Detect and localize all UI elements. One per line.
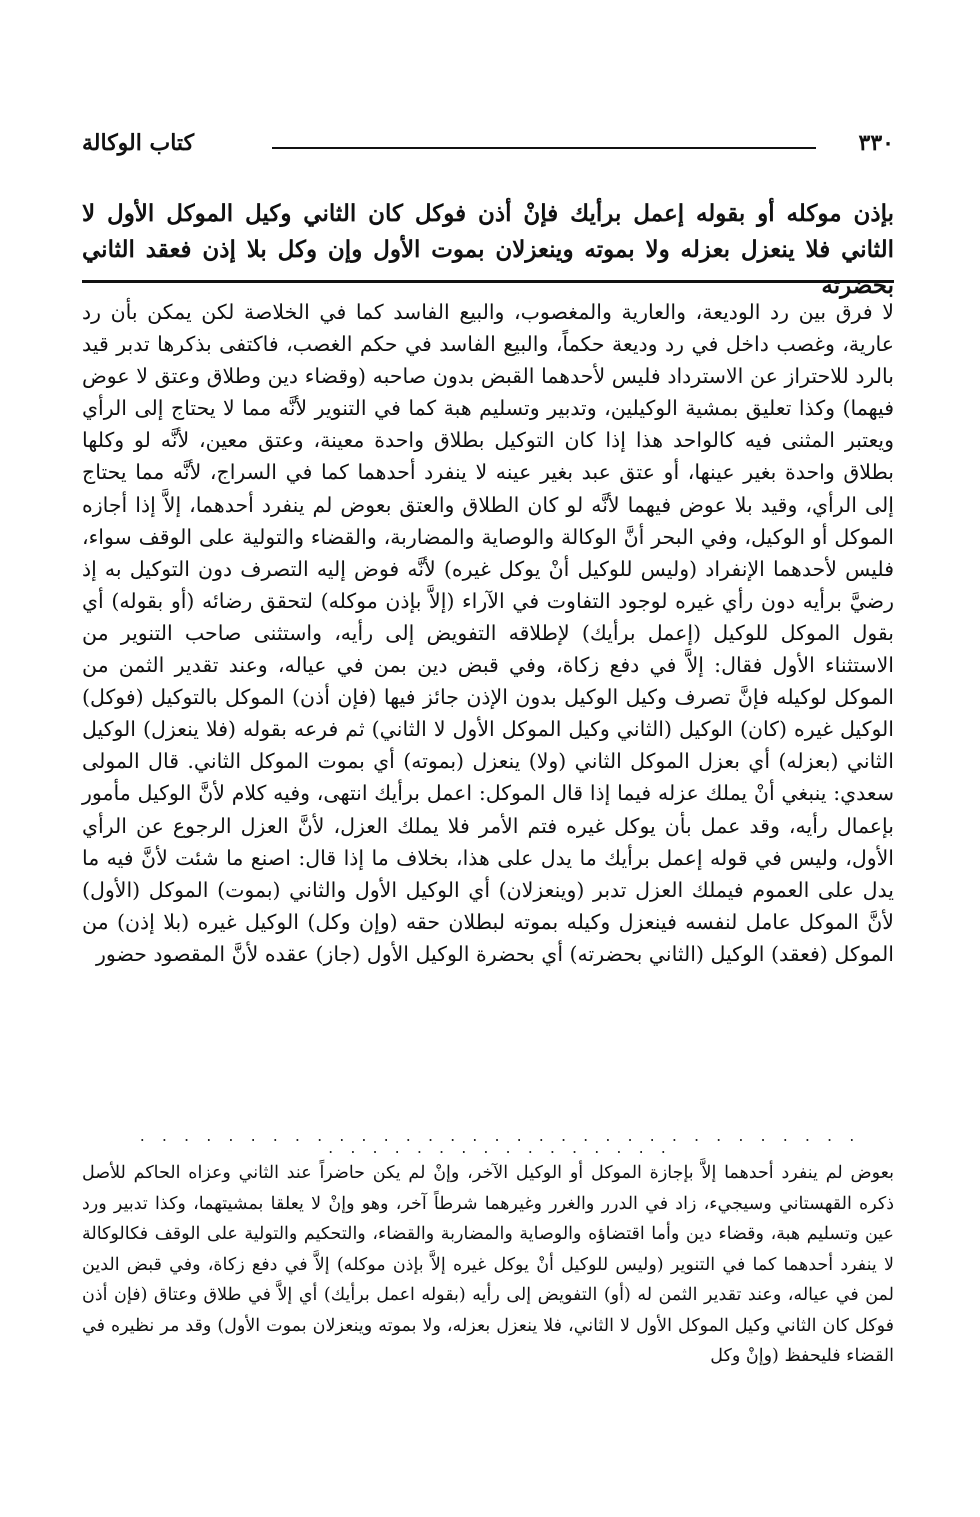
running-title: كتاب الوكالة [82, 130, 195, 156]
footnote-text-block [82, 1158, 894, 1372]
header-rule [272, 147, 816, 149]
matn-text-block [82, 196, 894, 304]
matn-separator-rule [82, 280, 894, 283]
commentary-paragraph: لا فرق بين رد الوديعة، والعارية والمغصوب، والبيع الفاسد كما في الخلاصة لكن يمكن بأن رد عارية، وغصب داخل في رد وديعة حكماً، والبيع الفاسد في حكم الغصب، فاكتفى بذكرها تدبر قيد بالرد للاحتراز عن الاسترداد فليس لأحدهما القبض بدون صاحبه (وقضاء دين وطلاق وعتق لا عوض فيهما) وكذا تعليق بمشية الوكيلين، وتدبير وتسليم هبة كما في التنوير لأنَّه مما لا يحتاج إلى الرأي ويعتبر المثنى فيه كالواحد هذا إذا كان التوكيل بطلاق واحدة معينة، وعتق معين، لأنَّه لو وكلها بطلاق واحدة بغير عينها، أو عتق عبد بغير عينه لا ينفرد أحدهما كما في السراج، لأنَّه مما يحتاج إلى الرأي، وقيد بلا عوض فيهما لأنَّه لو كان الطلاق والعتق بعوض لم ينفرد أحدهما، إلاَّ إذا أجازه الموكل أو الوكيل، وفي البحر أنَّ الوكالة والوصاية والمضاربة، والقضاء والتولية على الوقف سواء، فليس لأحدهما الإنفراد (وليس للوكيل أنْ يوكل غيره) لأنَّه فوض إليه التصرف دون التوكيل به إذ رضيَّ برأيه دون رأي غيره لوجود التفاوت في الآراء (إلاَّ بإذن موكله) لتحقق رضائه (أو بقوله) أي بقول الموكل للوكيل (إعمل برأيك) لإطلاقه التفويض إلى رأيه، واستثنى صاحب التنوير من الاستثناء الأول فقال: إلاَّ في دفع زكاة، وفي قبض دين بمن في عياله، وعند تقدير الثمن من الموكل لوكيله فإنَّ تصرف وكيل الوكيل بدون الإذن جائز فيها (فإن أذن) الموكل بالتوكيل (فوكل) الوكيل غيره (كان) الوكيل (الثاني وكيل الموكل الأول لا الثاني) ثم فرعه بقوله (فلا ينعزل) الوكيل الثاني (بعزله) أي بعزل الموكل الثاني (ولا) ينعزل (بموته) أي بموت الموكل الثاني. قال المولى سعدي: ينبغي أنْ يملك عزله فيما إذا قال الموكل: اعمل برأيك انتهى، وفيه كلام لأنَّ الوكيل مأمور بإعمال رأيه، وقد عمل بأن يوكل غيره فتم الأمر فلا يملك العزل، لأنَّ العزل الرجوع عن الرأي الأول، وليس في قوله إعمل برأيك ما يدل على هذا، بخلاف ما إذا قال: اصنع ما شئت لأنَّ فيه ما يدل على العموم فيملك العزل تدبر (وينعزلان) أي الوكيل الأول والثاني (بموت) الموكل (الأول) لأنَّ الموكل عامل لنفسه فينعزل وكيله بموته لبطلان حقه (وإن وكل) الوكيل غيره (بلا إذن) من الموكل (فعقد) الوكيل (الثاني بحضرته) أي بحضرة الوكيل الأول (جاز) عقده لأنَّ المقصود حضور [82, 300, 894, 966]
dotted-separator: . . . . . . . . . . . . . . . . . . . . . . . . . . . . . . . . . . . . . . . . . . . . . . . . . [139, 1126, 861, 1157]
page-number: ٣٣٠ [858, 130, 894, 156]
matn-paragraph: بإذن موكله أو بقوله إعمل برأيك فإنْ أذن فوكل كان الثاني وكيل الموكل الأول لا الثاني فلا ينعزل بعزله ولا بموته وينعزلان بموت الأول وإن وكل بلا إذن فعقد الثاني بحضرته [82, 200, 894, 299]
commentary-text-block [82, 296, 894, 970]
footnote-paragraph: بعوض لم ينفرد أحدهما إلاَّ بإجازة الموكل أو الوكيل الآخر، وإنْ لم يكن حاضراً عند الثاني وعزاه الحاكم للأصل ذكره القهستاني وسيجيء، زاد في الدرر والغرر وغيرهما شرطاً آخر، وهو وإنْ لا يعلقا بمشيتهما، وكذا تدبير ورد عين وتسليم هبة، وقضاء دين وأما اقتضاؤه والوصاية والمضاربة والقضاء، والتحكيم والتولية على الوقف فكالوكالة لا ينفرد أحدهما كما في التنوير (وليس للوكيل أنْ يوكل غيره إلاَّ بإذن موكله) إلاَّ في دفع زكاة، وفي قبض الدين لمن في عياله، وعند تقدير الثمن له (أو) التفويض إلى رأيه (بقوله اعمل برأيك) أي إلاَّ في طلاق وعتاق (فإن أذن فوكل كان الثاني وكيل الموكل الأول لا الثاني، فلا ينعزل بعزله، ولا بموته وينعزلان بموت الأول) وقد مر نظيره في القضاء فليحفظ (وإنْ وكل [82, 1163, 894, 1366]
page-header [82, 128, 894, 162]
